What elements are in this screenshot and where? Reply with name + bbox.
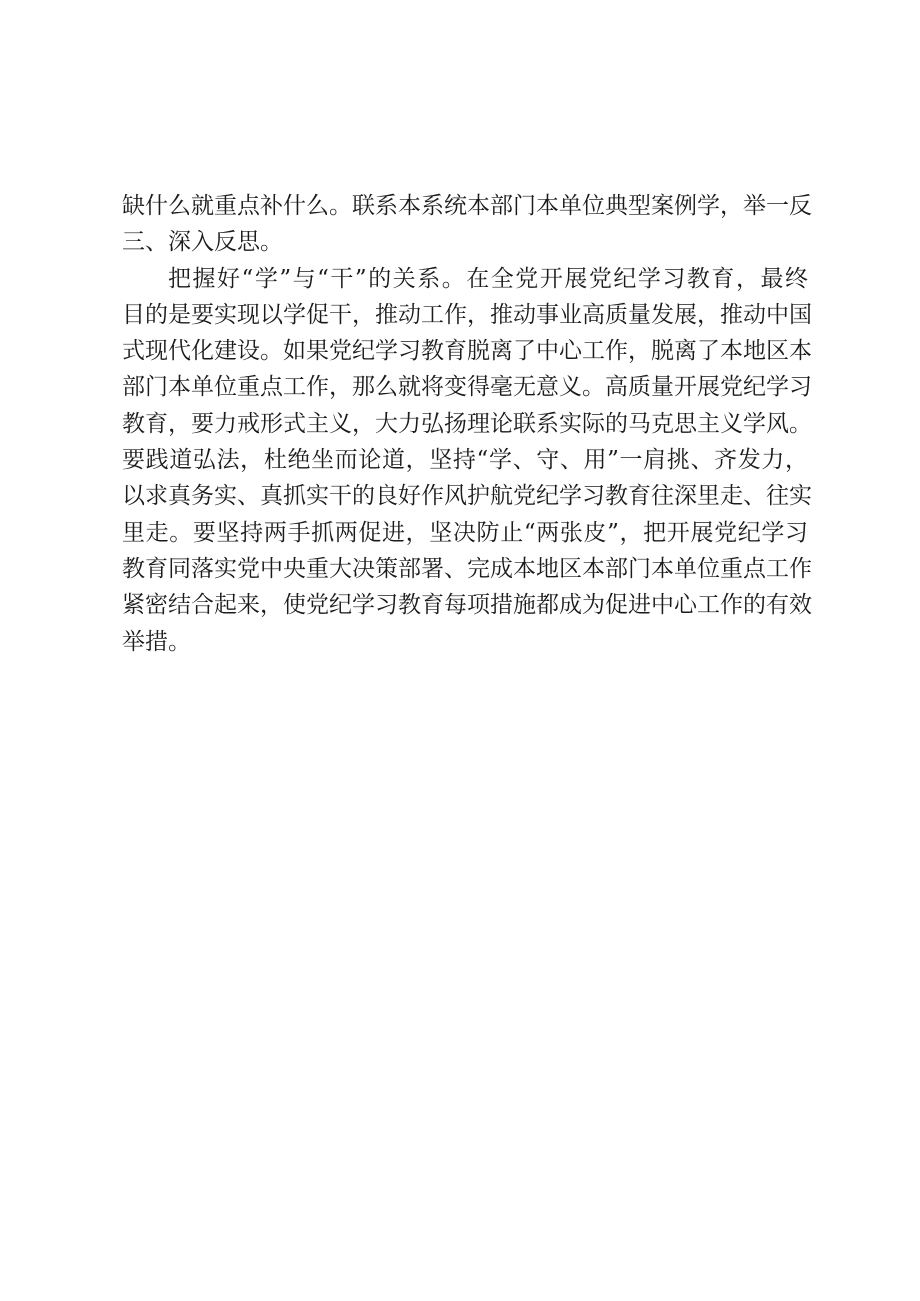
paragraph-line: 目的是要实现以学促干，推动工作，推动事业高质量发展，推动中国 <box>122 301 812 328</box>
paragraph-1 <box>122 188 812 261</box>
paragraph-line: 教育，要力戒形式主义，大力弘扬理论联系实际的马克思主义学风。 <box>122 410 812 437</box>
paragraph-line: 三、深入反思。 <box>122 229 283 256</box>
paragraph-line: 缺什么就重点补什么。联系本系统本部门本单位典型案例学，举一反 <box>122 193 812 219</box>
paragraph-line: 把握好“学”与“干”的关系。在全党开展党纪学习教育，最终 <box>168 265 808 292</box>
paragraph-line: 要践道弘法，杜绝坐而论道，坚持“学、守、用”一肩挑、齐发力， <box>122 447 808 474</box>
paragraph-line: 以求真务实、真抓实干的良好作风护航党纪学习教育往深里走、往实 <box>122 483 812 510</box>
document-body <box>122 188 812 660</box>
paragraph-2 <box>122 261 812 660</box>
paragraph-line: 式现代化建设。如果党纪学习教育脱离了中心工作，脱离了本地区本 <box>122 338 812 365</box>
paragraph-line: 举措。 <box>122 628 191 655</box>
paragraph-line: 紧密结合起来，使党纪学习教育每项措施都成为促进中心工作的有效 <box>122 592 812 619</box>
paragraph-line: 部门本单位重点工作，那么就将变得毫无意义。高质量开展党纪学习 <box>122 374 812 401</box>
paragraph-line: 教育同落实党中央重大决策部署、完成本地区本部门本单位重点工作 <box>122 555 812 582</box>
paragraph-line: 里走。要坚持两手抓两促进，坚决防止“两张皮”，把开展党纪学习 <box>122 519 808 546</box>
